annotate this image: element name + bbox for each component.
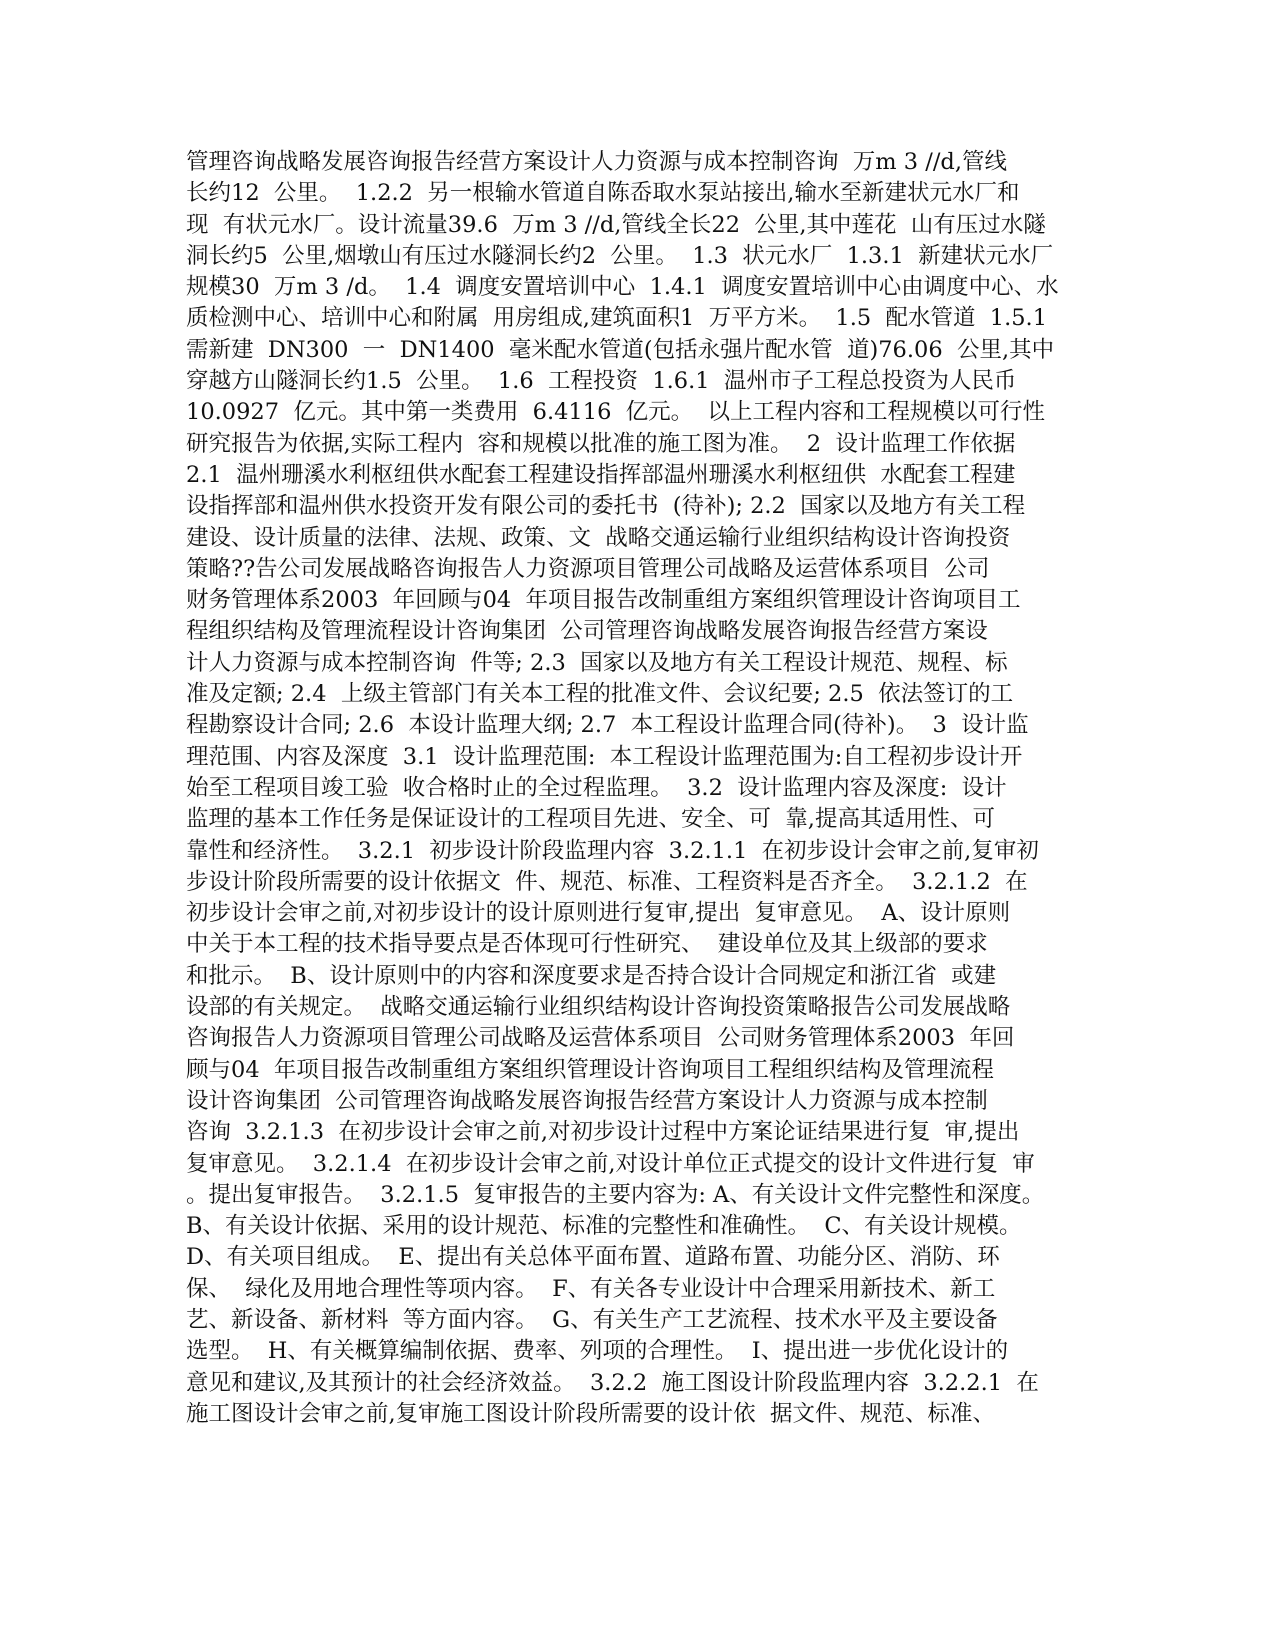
text-line: 10.0927 亿元。其中第一类费用 6.4116 亿元。 以上工程内容和工程规模以可行性	[186, 399, 1045, 426]
text-line: 始至工程项目竣工验 收合格时止的全过程监理。 3.2 设计监理内容及深度: 设计	[186, 774, 1007, 801]
text-line: 建设、设计质量的法律、法规、政策、文 战略交通运输行业组织结构设计咨询投资	[186, 524, 1011, 551]
text-line: 研究报告为依据,实际工程内 容和规模以批准的施工图为准。 2 设计监理工作依据	[186, 430, 1016, 457]
text-line: 程组织结构及管理流程设计咨询集团 公司管理咨询战略发展咨询报告经营方案设	[186, 618, 988, 645]
text-line: 理范围、内容及深度 3.1 设计监理范围: 本工程设计监理范围为:自工程初步设计开	[186, 743, 1023, 770]
text-line: 管理咨询战略发展咨询报告经营方案设计人力资源与成本控制咨询 万m 3 //d,管线	[186, 149, 1007, 175]
text-line: 规模30 万m 3 /d。 1.4 调度安置培训中心 1.4.1 调度安置培训中心由调度中心、水	[186, 274, 1059, 301]
text-line: 需新建 DN300 一 DN1400 毫米配水管道(包括永强片配水管 道)76.06 公里,其中	[186, 336, 1055, 363]
text-line: 复审意见。 3.2.1.4 在初步设计会审之前,对设计单位正式提交的设计文件进行复 审	[186, 1150, 1035, 1177]
text-line: 步设计阶段所需要的设计依据文 件、规范、标准、工程资料是否齐全。 3.2.1.2 在	[186, 868, 1028, 895]
text-line: 穿越方山隧洞长约1.5 公里。 1.6 工程投资 1.6.1 温州市子工程总投资为人民币	[186, 368, 1017, 395]
text-line: B、有关设计依据、采用的设计规范、标准的完整性和准确性。 C、有关设计规模。	[186, 1213, 1022, 1240]
text-line: 设计咨询集团 公司管理咨询战略发展咨询报告经营方案设计人力资源与成本控制	[186, 1087, 988, 1114]
text-line: 中关于本工程的技术指导要点是否体现可行性研究、 建设单位及其上级部的要求	[186, 931, 988, 958]
text-line: 策略??告公司发展战略咨询报告人力资源项目管理公司战略及运营体系项目 公司	[186, 555, 990, 582]
text-line: 现 有状元水厂。设计流量39.6 万m 3 //d,管线全长22 公里,其中莲花 山有压过水隧	[186, 211, 1046, 238]
text-line: 靠性和经济性。 3.2.1 初步设计阶段监理内容 3.2.1.1 在初步设计会审之前,复审初	[186, 837, 1039, 864]
text-line: 和批示。 B、设计原则中的内容和深度要求是否持合设计合同规定和浙江省 或建	[186, 962, 997, 989]
text-line: 计人力资源与成本控制咨询 件等; 2.3 国家以及地方有关工程设计规范、规程、标	[186, 649, 1008, 676]
text-line: 选型。 H、有关概算编制依据、费率、列项的合理性。 I、提出进一步优化设计的	[186, 1338, 1009, 1365]
text-line: 设部的有关规定。 战略交通运输行业组织结构设计咨询投资策略报告公司发展战略	[186, 994, 1011, 1021]
text-line: 施工图设计会审之前,复审施工图设计阶段所需要的设计依 据文件、规范、标准、	[186, 1400, 995, 1427]
text-line: 保、 绿化及用地合理性等项内容。 F、有关各专业设计中合理采用新技术、新工	[186, 1275, 996, 1302]
text-line: 监理的基本工作任务是保证设计的工程项目先进、安全、可 靠,提高其适用性、可	[186, 806, 995, 833]
text-line: 设指挥部和温州供水投资开发有限公司的委托书 (待补); 2.2 国家以及地方有关工程	[186, 493, 1026, 520]
text-line: 意见和建议,及其预计的社会经济效益。 3.2.2 施工图设计阶段监理内容 3.2.2.1 在	[186, 1369, 1039, 1396]
text-line: 长约12 公里。 1.2.2 另一根输水管道自陈岙取水泵站接出,输水至新建状元水厂和	[186, 180, 1020, 207]
text-line: 2.1 温州珊溪水利枢纽供水配套工程建设指挥部温州珊溪水利枢纽供 水配套工程建	[186, 461, 1016, 488]
text-line: 咨询报告人力资源项目管理公司战略及运营体系项目 公司财务管理体系2003 年回	[186, 1025, 1015, 1052]
text-line: D、有关项目组成。 E、提出有关总体平面布置、道路布置、功能分区、消防、环	[186, 1244, 1000, 1271]
text-line: 质检测中心、培训中心和附属 用房组成,建筑面积1 万平方米。 1.5 配水管道 1.5.1	[186, 305, 1048, 332]
text-line: 顾与04 年项目报告改制重组方案组织管理设计咨询项目工程组织结构及管理流程	[186, 1056, 994, 1083]
text-line: 初步设计会审之前,对初步设计的设计原则进行复审,提出 复审意见。 A、设计原则	[186, 900, 1011, 927]
text-line: 咨询 3.2.1.3 在初步设计会审之前,对初步设计过程中方案论证结果进行复 审,提出	[186, 1119, 1020, 1146]
text-line: 准及定额; 2.4 上级主管部门有关本工程的批准文件、会议纪要; 2.5 依法签订的工	[186, 681, 1014, 708]
body-text	[186, 147, 1091, 1430]
text-line: 财务管理体系2003 年回顾与04 年项目报告改制重组方案组织管理设计咨询项目工	[186, 587, 1021, 614]
text-line: 。提出复审报告。 3.2.1.5 复审报告的主要内容为: A、有关设计文件完整性和深度。	[186, 1181, 1045, 1208]
text-line: 程勘察设计合同; 2.6 本设计监理大纲; 2.7 本工程设计监理合同(待补)。 3 设计监	[186, 712, 1029, 739]
text-line: 艺、新设备、新材料 等方面内容。 G、有关生产工艺流程、技术水平及主要设备	[186, 1306, 998, 1333]
text-line: 洞长约5 公里,烟墩山有压过水隧洞长约2 公里。 1.3 状元水厂 1.3.1 新建状元水厂	[186, 242, 1054, 269]
